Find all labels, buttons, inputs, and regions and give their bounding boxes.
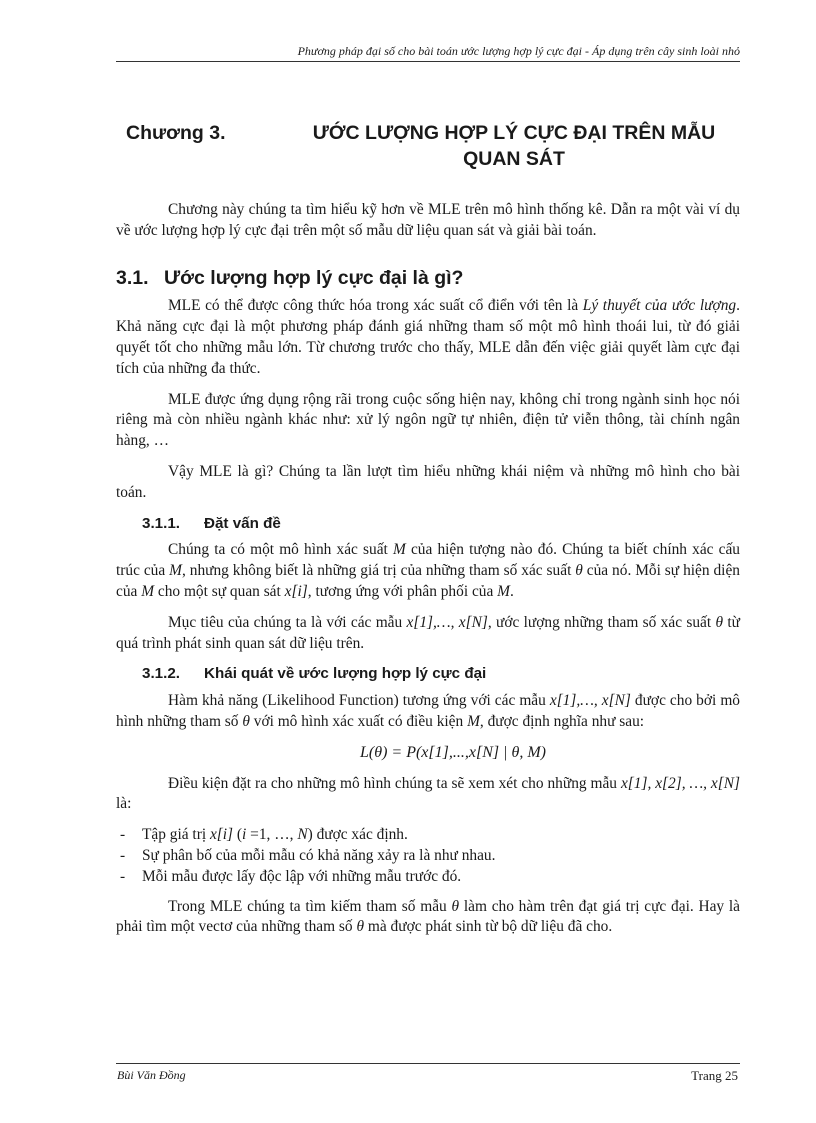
chapter-heading (116, 120, 740, 172)
header-rule (116, 61, 740, 62)
chapter-title: ƯỚC LƯỢNG HỢP LÝ CỰC ĐẠI TRÊN MẪU QUAN SÁT (312, 122, 716, 170)
page-number: Trang 25 (691, 1068, 738, 1083)
list-item: - Sự phân bố của mỗi mẫu có khả năng xảy ra là như nhau. (116, 846, 740, 867)
list-item: - Tập giá trị x[i] (i =1, …, N) được xác định. (116, 825, 740, 846)
section-paragraph-1: MLE có thể được công thức hóa trong xác suất cổ điển với tên là Lý thuyết của ước lượng. Khả năng cực đại là một phương pháp đánh giá những tham số một mô hình thoái lui, từ đó giải quyết tốt cho những mẫu lớn. Từ chương trước cho thấy, MLE dẫn đến việc giải quyết làm cực đại tích của những đa thức. (116, 297, 740, 377)
subsection-2-paragraph-3: Trong MLE chúng ta tìm kiếm tham số mẫu θ làm cho hàm trên đạt giá trị cực đại. Hay là phải tìm một vectơ của những tham số θ mà được phát sinh từ bộ dữ liệu đã cho. (116, 897, 740, 936)
section-paragraph-3: Vậy MLE là gì? Chúng ta lần lượt tìm hiểu những khái niệm và những mô hình cho bài toán. (116, 462, 740, 501)
subsection-title: Đặt vấn đề (204, 514, 281, 532)
section-heading (116, 268, 740, 289)
subsection-1-paragraph-2: Mục tiêu của chúng ta là với các mẫu x[1],…, x[N], ước lượng những tham số xác suất θ từ quá trình phát sinh quan sát dữ liệu trên. (116, 613, 740, 652)
subsection-heading-1 (142, 514, 740, 535)
subsection-2-paragraph-2: Điều kiện đặt ra cho những mô hình chúng ta sẽ xem xét cho những mẫu x[1], x[2], …, x[N] là: (116, 774, 741, 813)
list-item: - Mỗi mẫu được lấy độc lập với những mẫu trước đó. (116, 867, 740, 888)
section-paragraph-2: MLE được ứng dụng rộng rãi trong cuộc sống hiện nay, không chỉ trong ngành sinh học nói riêng mà còn nhiều ngành khác như: xử lý ngôn ngữ tự nhiên, điện tử viễn thông, tài chính ngân hàng, … (116, 390, 740, 450)
chapter-number: Chương 3. (126, 122, 226, 144)
subsection-2-paragraph-1: Hàm khả năng (Likelihood Function) tương ứng với các mẫu x[1],…, x[N] được cho bởi mô hình những tham số θ với mô hình xác xuất có điều kiện M, được định nghĩa như sau: (116, 692, 740, 730)
subsection-number: 3.1.1. (142, 514, 180, 532)
footer-rule (116, 1063, 740, 1064)
page-content (116, 120, 740, 948)
likelihood-formula: L(θ) = P(x[1],...,x[N] | θ, M) (359, 743, 546, 761)
subsection-number: 3.1.2. (142, 665, 180, 683)
subsection-1-paragraph-1: Chúng ta có một mô hình xác suất M của hiện tượng nào đó. Chúng ta biết chính xác cấu trúc của M, nhưng không biết là những giá trị của những tham số xác suất θ của nó. Mỗi sự hiện diện của M cho một sự quan sát x[i], tương ứng với phân phối của M. (116, 541, 740, 600)
condition-list (116, 825, 740, 887)
footer-author: Bùi Văn Đồng (117, 1068, 186, 1082)
intro-paragraph: Chương này chúng ta tìm hiểu kỹ hơn về MLE trên mô hình thống kê. Dẫn ra một vài ví dụ về ước lượng hợp lý cực đại trên một số mẫu dữ liệu quan sát và giải bài toán. (116, 201, 740, 239)
section-title: Ước lượng hợp lý cực đại là gì? (164, 266, 464, 289)
subsection-heading-2 (142, 664, 740, 685)
section-number: 3.1. (116, 266, 149, 289)
running-header: Phương pháp đại số cho bài toán ước lượng hợp lý cực đại - Áp dụng trên cây sinh loài nhỏ (297, 44, 740, 58)
subsection-title: Khái quát về ước lượng hợp lý cực đại (204, 665, 487, 683)
